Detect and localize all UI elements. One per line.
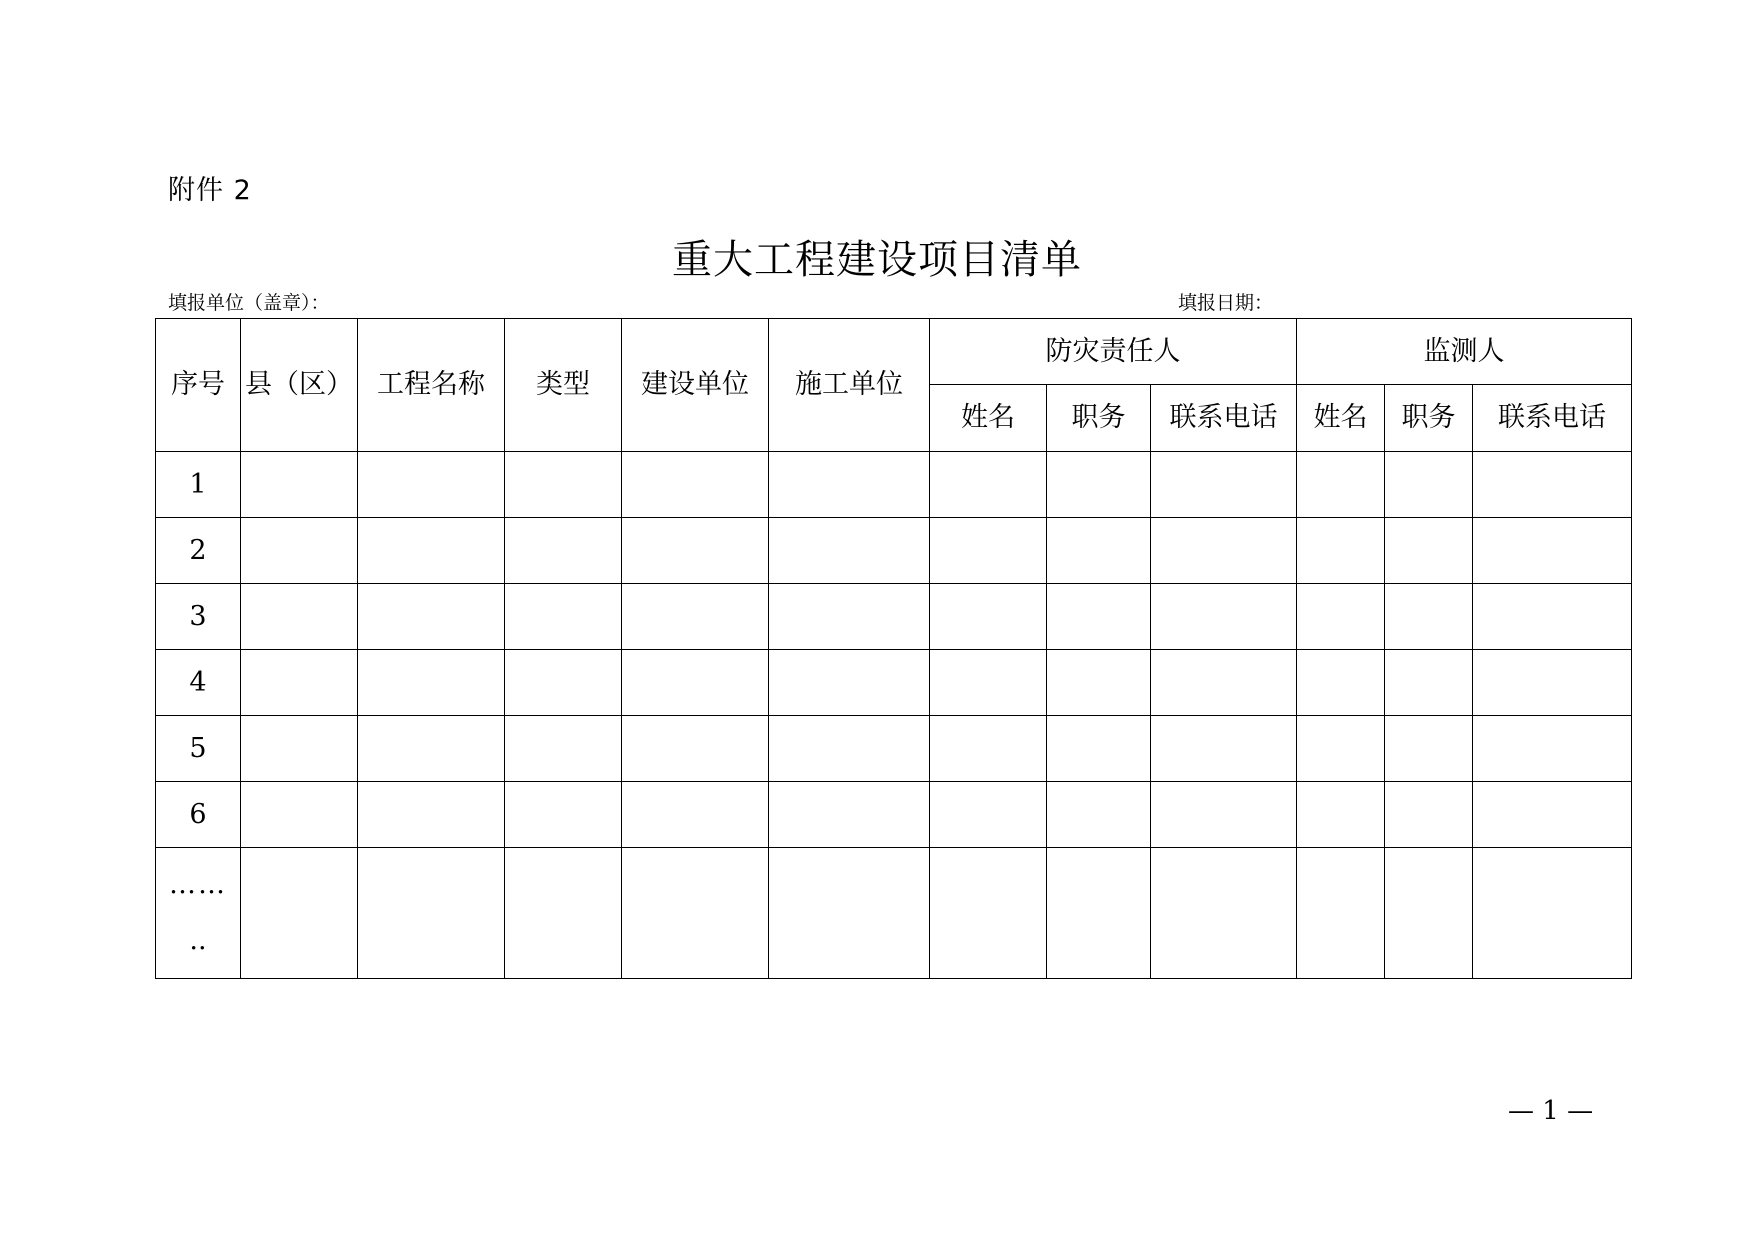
cell-constructor[interactable] bbox=[769, 782, 930, 848]
cell-county[interactable] bbox=[241, 518, 358, 584]
cell-disaster-phone[interactable] bbox=[1151, 848, 1297, 979]
row-seq: 6 bbox=[156, 782, 241, 848]
cell-project-name[interactable] bbox=[358, 716, 505, 782]
cell-disaster-position[interactable] bbox=[1047, 518, 1151, 584]
cell-disaster-phone[interactable] bbox=[1151, 584, 1297, 650]
attachment-label: 附件 2 bbox=[168, 175, 252, 206]
table-row bbox=[156, 716, 1632, 782]
cell-monitor-phone[interactable] bbox=[1473, 716, 1632, 782]
cell-monitor-position[interactable] bbox=[1385, 650, 1473, 716]
row-seq: 4 bbox=[156, 650, 241, 716]
cell-county[interactable] bbox=[241, 452, 358, 518]
row-seq: 1 bbox=[156, 452, 241, 518]
header-disaster-group: 防灾责任人 bbox=[930, 319, 1297, 385]
cell-disaster-name[interactable] bbox=[930, 782, 1047, 848]
cell-disaster-name[interactable] bbox=[930, 584, 1047, 650]
row-seq-continuation bbox=[156, 848, 241, 979]
ellipsis-line-1: …… bbox=[169, 869, 227, 901]
cell-builder[interactable] bbox=[622, 848, 769, 979]
cell-type[interactable] bbox=[505, 650, 622, 716]
cell-builder[interactable] bbox=[622, 716, 769, 782]
fill-date-label: 填报日期： bbox=[1178, 292, 1274, 314]
cell-county[interactable] bbox=[241, 782, 358, 848]
ellipsis-line-2: .. bbox=[189, 925, 207, 956]
header-monitor-phone: 联系电话 bbox=[1473, 385, 1632, 452]
cell-disaster-name[interactable] bbox=[930, 452, 1047, 518]
cell-monitor-name[interactable] bbox=[1297, 452, 1385, 518]
cell-type[interactable] bbox=[505, 848, 622, 979]
document-title: 重大工程建设项目清单 bbox=[672, 237, 1082, 283]
cell-constructor[interactable] bbox=[769, 518, 930, 584]
cell-constructor[interactable] bbox=[769, 584, 930, 650]
cell-monitor-phone[interactable] bbox=[1473, 782, 1632, 848]
cell-builder[interactable] bbox=[622, 518, 769, 584]
cell-monitor-position[interactable] bbox=[1385, 848, 1473, 979]
cell-disaster-name[interactable] bbox=[930, 650, 1047, 716]
cell-type[interactable] bbox=[505, 518, 622, 584]
cell-monitor-phone[interactable] bbox=[1473, 518, 1632, 584]
cell-disaster-phone[interactable] bbox=[1151, 716, 1297, 782]
row-seq: 3 bbox=[156, 584, 241, 650]
header-constructor: 施工单位 bbox=[769, 319, 930, 452]
cell-county[interactable] bbox=[241, 716, 358, 782]
cell-county[interactable] bbox=[241, 584, 358, 650]
page-number: — 1 — bbox=[1508, 1096, 1594, 1126]
cell-project-name[interactable] bbox=[358, 584, 505, 650]
header-builder: 建设单位 bbox=[622, 319, 769, 452]
cell-constructor[interactable] bbox=[769, 650, 930, 716]
header-disaster-position: 职务 bbox=[1047, 385, 1151, 452]
cell-type[interactable] bbox=[505, 782, 622, 848]
table-row bbox=[156, 518, 1632, 584]
cell-monitor-phone[interactable] bbox=[1473, 584, 1632, 650]
cell-disaster-name[interactable] bbox=[930, 518, 1047, 584]
cell-project-name[interactable] bbox=[358, 452, 505, 518]
cell-type[interactable] bbox=[505, 452, 622, 518]
header-type: 类型 bbox=[505, 319, 622, 452]
cell-disaster-position[interactable] bbox=[1047, 848, 1151, 979]
cell-monitor-position[interactable] bbox=[1385, 782, 1473, 848]
cell-monitor-position[interactable] bbox=[1385, 518, 1473, 584]
cell-constructor[interactable] bbox=[769, 848, 930, 979]
cell-disaster-phone[interactable] bbox=[1151, 782, 1297, 848]
cell-monitor-phone[interactable] bbox=[1473, 650, 1632, 716]
project-list-table bbox=[155, 318, 1632, 979]
cell-disaster-position[interactable] bbox=[1047, 716, 1151, 782]
cell-disaster-position[interactable] bbox=[1047, 650, 1151, 716]
cell-disaster-position[interactable] bbox=[1047, 452, 1151, 518]
cell-monitor-name[interactable] bbox=[1297, 782, 1385, 848]
table-row bbox=[156, 452, 1632, 518]
cell-builder[interactable] bbox=[622, 452, 769, 518]
cell-project-name[interactable] bbox=[358, 782, 505, 848]
header-project-name: 工程名称 bbox=[358, 319, 505, 452]
fill-unit-label: 填报单位（盖章）： bbox=[168, 292, 330, 314]
cell-project-name[interactable] bbox=[358, 650, 505, 716]
table-row bbox=[156, 848, 1632, 979]
table-row bbox=[156, 782, 1632, 848]
cell-disaster-position[interactable] bbox=[1047, 782, 1151, 848]
header-disaster-name: 姓名 bbox=[930, 385, 1047, 452]
header-seq: 序号 bbox=[156, 319, 241, 452]
cell-disaster-position[interactable] bbox=[1047, 584, 1151, 650]
cell-constructor[interactable] bbox=[769, 716, 930, 782]
cell-disaster-phone[interactable] bbox=[1151, 650, 1297, 716]
cell-disaster-name[interactable] bbox=[930, 848, 1047, 979]
cell-monitor-position[interactable] bbox=[1385, 716, 1473, 782]
cell-type[interactable] bbox=[505, 716, 622, 782]
header-monitor-group: 监测人 bbox=[1297, 319, 1632, 385]
cell-monitor-phone[interactable] bbox=[1473, 848, 1632, 979]
header-monitor-position: 职务 bbox=[1385, 385, 1473, 452]
cell-disaster-phone[interactable] bbox=[1151, 518, 1297, 584]
header-row-1 bbox=[156, 319, 1632, 385]
cell-monitor-name[interactable] bbox=[1297, 518, 1385, 584]
cell-constructor[interactable] bbox=[769, 452, 930, 518]
cell-disaster-name[interactable] bbox=[930, 716, 1047, 782]
cell-builder[interactable] bbox=[622, 650, 769, 716]
cell-monitor-name[interactable] bbox=[1297, 584, 1385, 650]
table-row bbox=[156, 650, 1632, 716]
table-row bbox=[156, 584, 1632, 650]
cell-monitor-phone[interactable] bbox=[1473, 452, 1632, 518]
cell-type[interactable] bbox=[505, 584, 622, 650]
row-seq: 2 bbox=[156, 518, 241, 584]
header-monitor-name: 姓名 bbox=[1297, 385, 1385, 452]
cell-monitor-name[interactable] bbox=[1297, 716, 1385, 782]
cell-builder[interactable] bbox=[622, 782, 769, 848]
cell-county[interactable] bbox=[241, 848, 358, 979]
cell-monitor-name[interactable] bbox=[1297, 848, 1385, 979]
cell-monitor-position[interactable] bbox=[1385, 584, 1473, 650]
header-disaster-phone: 联系电话 bbox=[1151, 385, 1297, 452]
cell-project-name[interactable] bbox=[358, 518, 505, 584]
cell-project-name[interactable] bbox=[358, 848, 505, 979]
cell-disaster-phone[interactable] bbox=[1151, 452, 1297, 518]
cell-county[interactable] bbox=[241, 650, 358, 716]
cell-builder[interactable] bbox=[622, 584, 769, 650]
row-seq: 5 bbox=[156, 716, 241, 782]
header-county: 县（区） bbox=[241, 319, 358, 452]
cell-monitor-name[interactable] bbox=[1297, 650, 1385, 716]
cell-monitor-position[interactable] bbox=[1385, 452, 1473, 518]
